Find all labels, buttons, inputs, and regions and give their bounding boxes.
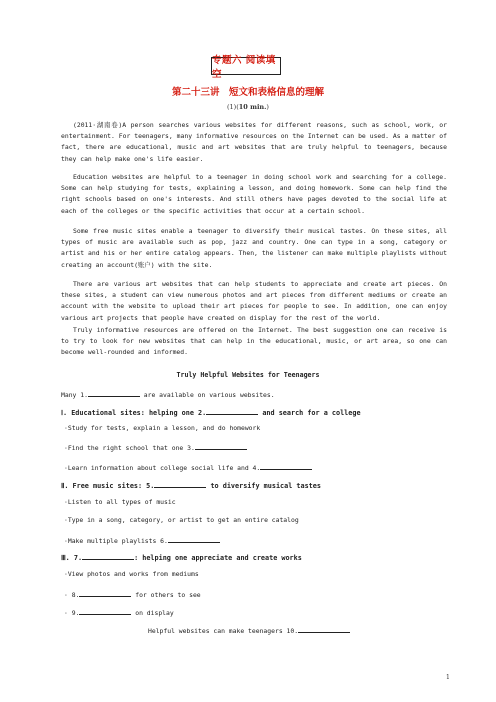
table-title: Truly Helpful Websites for Teenagers <box>176 371 320 379</box>
lecture-title: 第二十三讲 短文和表格信息的理解 <box>171 87 324 98</box>
topic-label-box <box>211 55 281 80</box>
page-number: 1 <box>446 674 450 681</box>
item-text: · 8. <box>64 591 80 599</box>
section-1-text: Ⅰ. Educational sites: helping one 2. <box>61 409 207 417</box>
topic-label: 专题六 阅读填空 <box>212 55 276 80</box>
paragraph-3: Some free music sites enable a teenager to diversify their musical tastes. On these sites, all types of music are available such as pop, jazz and country. One can type in a song, category or artist and his or her entire catalog appears. Then, the listener can make multiple playlists without creating an account(账户) with the site. <box>61 227 447 269</box>
item-text: ·Make multiple playlists 6. <box>64 537 168 545</box>
paragraph-4: There are various art websites that can help students to appreciate and create art pieces. On these sites, a student can view numerous photos and art pieces from different mediums or create an account with the website to upload their art pieces for people to see. In addition, one can enjoy various art projects that people have created on display for the rest of the world. <box>61 280 447 322</box>
item-text: ·View photos and works from mediums <box>64 570 199 578</box>
blank-6[interactable] <box>168 535 220 543</box>
intro-text: Many 1. <box>61 391 88 399</box>
section-1-text-after: and search for a college <box>258 409 361 417</box>
section-3-item <box>64 607 174 617</box>
time-note <box>0 103 496 111</box>
paragraph-5: Truly informative resources are offered on the Internet. The best suggestion one can receive is to try to look for new websites that can help in the educational, music, or art area, so one can become well-rounded and informed. <box>61 326 447 357</box>
blank-5[interactable] <box>154 480 206 488</box>
time-note-bold: 10 min. <box>238 103 267 111</box>
blank-9[interactable] <box>79 607 131 615</box>
section-3-heading <box>61 552 302 562</box>
section-3-text: Ⅲ. 7. <box>61 554 83 562</box>
item-text: · 9. <box>64 609 80 617</box>
blank-7[interactable] <box>82 552 134 560</box>
section-2-text-after: to diversify musical tastes <box>206 482 321 490</box>
item-text: ·Learn information about college social life and 4. <box>64 464 261 472</box>
section-1-item <box>64 442 247 452</box>
intro-text-after: are available on various websites. <box>139 391 275 399</box>
blank-10[interactable] <box>298 625 350 633</box>
time-note-suffix: ) <box>266 103 269 111</box>
item-text: ·Listen to all types of music <box>64 498 176 506</box>
item-text: ·Find the right school that one 3. <box>64 444 195 452</box>
section-2-item <box>64 516 299 524</box>
section-1-item <box>64 462 312 472</box>
item-text: ·Study for tests, explain a lesson, and do homework <box>64 424 261 432</box>
section-2-heading <box>61 480 321 490</box>
blank-2[interactable] <box>206 407 258 415</box>
section-2-text: Ⅱ. Free music sites: 5. <box>61 482 155 490</box>
blank-4[interactable] <box>260 462 312 470</box>
blank-3[interactable] <box>195 442 247 450</box>
blank-1[interactable] <box>88 389 140 397</box>
conclusion-text: Helpful websites can make teenagers 10. <box>148 627 299 635</box>
table-intro <box>61 389 275 399</box>
table-conclusion <box>148 625 350 635</box>
section-3-item <box>64 589 201 599</box>
item-text-after: for others to see <box>131 591 201 599</box>
item-text: ·Type in a song, category, or artist to get an entire catalog <box>64 516 299 524</box>
time-note-prefix: (1)( <box>227 103 239 111</box>
section-2-item <box>64 498 176 506</box>
section-3-text-after: : helping one appreciate and create works <box>134 554 302 562</box>
paragraph-1: (2011·湖南卷)A person searches various websites for different reasons, such as school, work, or entertainment. For teenagers, many informative resources on the Internet can be used. As a matter of fact, there are educational, music and art websites that are truly helpful to teenagers, because they can help make one's life easier. <box>61 121 447 163</box>
section-3-item <box>64 570 199 578</box>
paragraph-2: Education websites are helpful to a teenager in doing school work and searching for a college. Some can help studying for tests, explaining a lesson, and doing homework. Some can help find the right schools based on one's interests. And still others have pages devoted to the social life at each of the colleges or the specific activities that occur at a certain school. <box>61 173 447 215</box>
section-1-heading <box>61 407 361 417</box>
item-text-after: on display <box>131 609 174 617</box>
section-1-item <box>64 424 260 432</box>
section-2-item <box>64 535 220 545</box>
blank-8[interactable] <box>79 589 131 597</box>
